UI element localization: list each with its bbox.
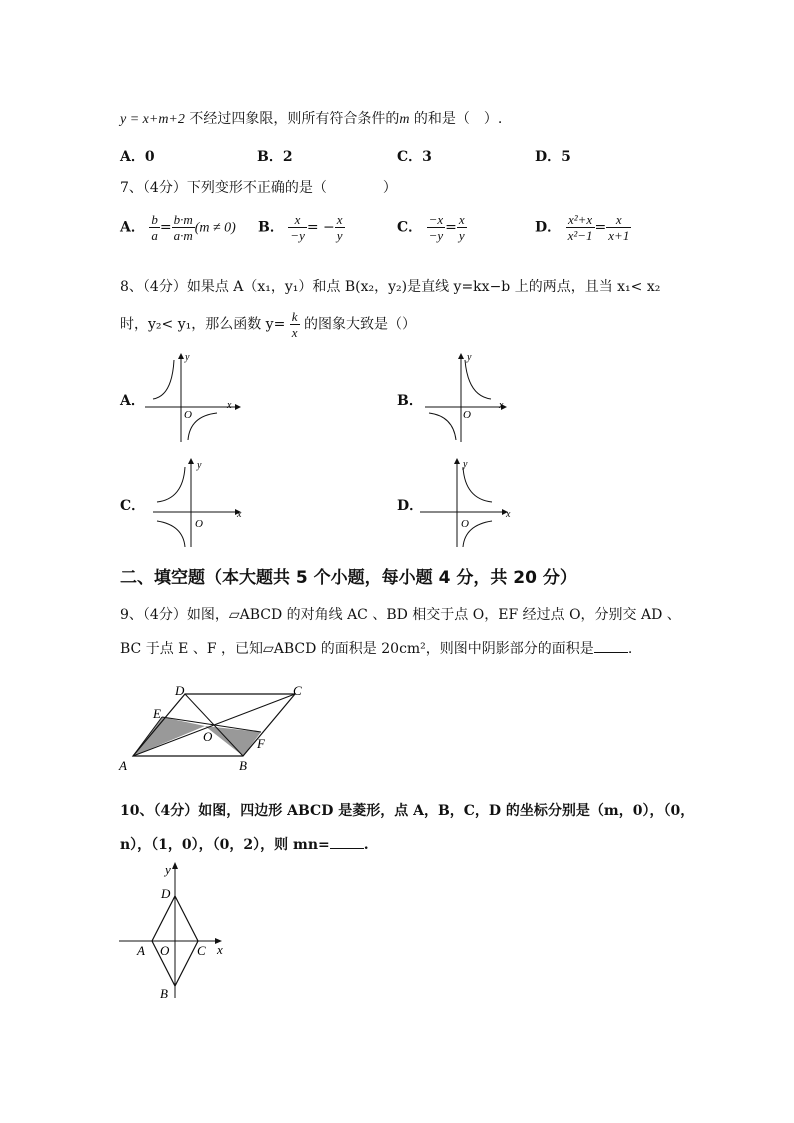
origin-label: O xyxy=(463,409,471,421)
q7-b-rhs: $\frac{x}{y}$ xyxy=(336,212,343,243)
q7-d-lhs: $\frac{\text{x²+x}}{\text{x²−1}}$ xyxy=(567,212,593,243)
q8-line2-a: 时，y₂< y₁，那么函数 y= xyxy=(120,316,286,333)
q7-option-b xyxy=(258,212,345,243)
axis-y-label: y xyxy=(463,459,468,470)
y-axis-arrow xyxy=(188,458,194,464)
q9-figure xyxy=(115,680,315,775)
q6-option-c: C．3 xyxy=(397,149,432,165)
q7-option-a: A． $\frac{b}{a}$ = $\frac{b\cdot m}{a\cdot m}$ (m ≠ 0) xyxy=(120,212,236,243)
branch-quadrant-3 xyxy=(157,521,185,547)
q7-option-b-label: B． xyxy=(258,219,284,236)
q7-c-lhs: $\frac{-x}{-y}$ xyxy=(428,212,444,243)
q8-fraction: $\frac{k}{x}$ xyxy=(291,309,298,340)
origin-label: O xyxy=(184,409,192,421)
branch-quadrant-3 xyxy=(429,413,456,440)
axis-x-label: x xyxy=(227,400,232,411)
q6-equation: y = x+m+2 xyxy=(120,112,185,127)
origin-label: O xyxy=(461,518,469,530)
q9-line1: 9、（4分）如图，▱ABCD 的对角线 AC 、BD 相交于点 O，EF 经过点 O，分别交 AD 、 xyxy=(120,607,681,623)
q8-option-d-label: D． xyxy=(397,498,424,514)
q10-line2-text: n），（1，0），（0，2），则 mn= xyxy=(120,837,330,853)
label-d: D xyxy=(161,886,171,901)
q8-option-b-label: B． xyxy=(397,393,423,409)
axis-y-label: y xyxy=(185,352,190,363)
label-b: B xyxy=(239,758,247,773)
label-a: A xyxy=(137,943,145,958)
q7-stem: 7、（4分）下列变形不正确的是（ ） xyxy=(120,180,397,196)
y-axis-arrow xyxy=(178,353,184,359)
section-2-title: 二、填空题（本大题共 5 个小题，每小题 4 分，共 20 分） xyxy=(120,568,577,588)
q7-d-rhs: $\frac{x}{x+1}$ xyxy=(608,212,630,243)
q10-line1: 10、（4分）如图，四边形 ABCD 是菱形，点 A，B，C，D 的坐标分别是（m，0），（0， xyxy=(120,803,695,819)
label-c: C xyxy=(293,683,302,698)
branch-quadrant-4 xyxy=(188,413,217,440)
q9-line2 xyxy=(120,638,632,658)
q7-option-d: D． $\frac{\text{x²+x}}{\text{x²−1}}$ = $\frac{x}{x+1}$ xyxy=(535,212,630,243)
y-axis-arrow xyxy=(458,353,464,359)
q7-option-c-label: C． xyxy=(397,219,423,236)
q8-graph-b xyxy=(425,350,525,445)
branch-quadrant-2 xyxy=(153,360,174,399)
axis-y-label: y xyxy=(467,352,472,363)
origin-label: O xyxy=(195,518,203,530)
axis-x-label: x xyxy=(237,509,242,520)
q8-graph-c xyxy=(145,455,245,550)
y-axis-arrow xyxy=(454,458,460,464)
shaded-region-left xyxy=(133,717,205,756)
branch-quadrant-2 xyxy=(157,467,185,502)
q9-answer-blank xyxy=(594,640,628,653)
q6-line xyxy=(120,108,502,128)
q7-b-lhs: $\frac{x}{-y}$ xyxy=(290,212,305,243)
label-o: O xyxy=(160,943,170,958)
label-e: E xyxy=(153,706,161,721)
q8-graph-d xyxy=(420,455,520,550)
axis-x-label: x xyxy=(506,509,511,520)
q10-figure xyxy=(115,858,245,1008)
q10-line2 xyxy=(120,834,369,854)
label-y: y xyxy=(165,862,171,877)
label-x: x xyxy=(217,942,223,957)
axis-x-label: x xyxy=(499,400,504,411)
q9-line2-text: BC 于点 E 、F ，已知▱ABCD 的面积是 20cm²，则图中阴影部分的面积是 xyxy=(120,641,594,657)
q7-b-mid: = − xyxy=(306,219,335,236)
label-o: O xyxy=(203,729,213,744)
x-axis-arrow xyxy=(235,404,241,410)
q7-c-rhs: $\frac{x}{y}$ xyxy=(458,212,465,243)
label-a: A xyxy=(119,758,127,773)
q7-option-d-label: D． xyxy=(535,219,562,236)
q9-line2-end: . xyxy=(627,641,633,657)
q6-option-d: D．5 xyxy=(535,149,571,165)
branch-quadrant-1 xyxy=(465,360,491,399)
axis-y-label: y xyxy=(197,460,202,471)
q7-option-a-label: A． xyxy=(120,219,145,236)
label-d: D xyxy=(175,683,185,698)
q8-line2-b: 的图象大致是（） xyxy=(304,316,417,333)
label-f: F xyxy=(257,736,265,751)
label-c: C xyxy=(197,943,206,958)
q8-line1: 8、（4分）如果点 A（x₁，y₁）和点 B(x₂，y₂)是直线 y=kx−b 上的两点，且当 x₁< x₂ xyxy=(120,279,661,295)
q7-a-lhs: $\frac{b}{a}$ xyxy=(151,212,158,243)
q6-option-b: B．2 xyxy=(257,149,293,165)
q8-line2 xyxy=(120,309,416,340)
q6-option-a: A．0 xyxy=(120,149,155,165)
y-axis-arrow xyxy=(172,862,178,869)
q8-option-c-label: C． xyxy=(120,498,146,514)
q7-a-cond: (m ≠ 0) xyxy=(194,220,236,236)
label-b: B xyxy=(160,986,168,1001)
q7-a-rhs: $\frac{b\cdot m}{a\cdot m}$ xyxy=(173,212,193,243)
q6-text: 不经过四象限，则所有符合条件的 xyxy=(189,111,400,127)
q8-graph-a xyxy=(145,350,245,445)
q10-answer-blank xyxy=(330,836,364,849)
branch-quadrant-1 xyxy=(463,467,492,502)
q6-tail: 的和是（ ）. xyxy=(413,111,503,127)
q8-option-a-label: A． xyxy=(120,393,145,409)
q6-var: m xyxy=(399,112,410,127)
q7-option-c: C． $\frac{-x}{-y}$ = $\frac{x}{y}$ xyxy=(397,212,465,243)
q10-line2-end: . xyxy=(363,837,369,853)
